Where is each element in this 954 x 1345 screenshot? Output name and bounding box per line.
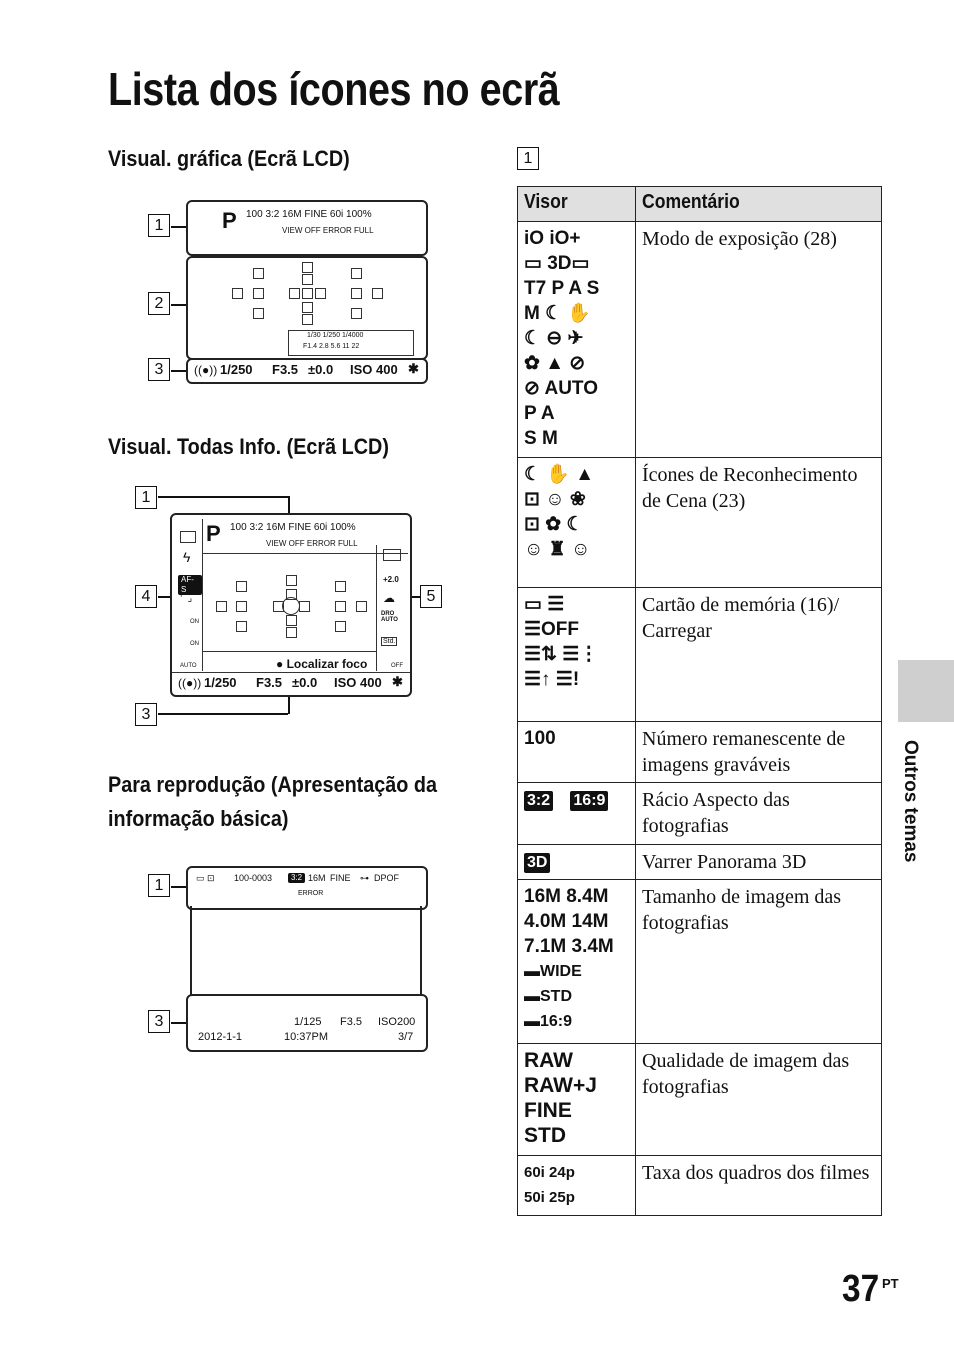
date: 2012-1-1 — [198, 1031, 243, 1043]
lcd2-screen — [170, 513, 412, 697]
error-label: ERROR — [298, 890, 324, 897]
aspect-badge: 3:2 — [288, 873, 305, 883]
dpof-label: DPOF — [374, 873, 400, 883]
comment-cell: Qualidade de imagem das fotografias — [636, 1044, 882, 1156]
mode-indicator: P — [206, 521, 221, 546]
3d-badge: 3D — [524, 853, 550, 873]
header-visor: Visor — [518, 187, 636, 222]
exposure-compensation: ±0.0 — [308, 362, 334, 377]
aspect-16-9-badge: 16:9 — [570, 791, 608, 811]
table-key-1: 1 — [517, 147, 539, 170]
comment-cell: Rácio Aspecto das fotografias — [636, 783, 882, 845]
comment-cell: Cartão de memória (16)/ Carregar — [636, 588, 882, 722]
callout-key-3: 3 — [148, 358, 170, 381]
aperture-value: F3.5 — [340, 1016, 363, 1028]
lcd3-top-panel — [186, 866, 428, 910]
lcd2-top-row: 100 3:2 16M FINE 60i 100% — [230, 522, 356, 533]
shutter-speed: 1/125 — [294, 1016, 322, 1028]
callout-key-1: 1 — [148, 214, 170, 237]
lcd1-top-panel — [186, 200, 428, 256]
callout-key-2: 2 — [148, 292, 170, 315]
table-row — [518, 222, 882, 458]
page-number: 37 — [842, 1268, 880, 1310]
visor-cell: 100 — [518, 722, 636, 783]
aperture-value: F3.5 — [256, 675, 283, 690]
section-heading-all-info: Visual. Todas Info. (Ecrã LCD) — [108, 434, 389, 459]
iso-value: ISO 400 — [334, 675, 382, 690]
shutter-speed: 1/250 — [220, 362, 253, 377]
panorama-icon: ▬ — [524, 988, 540, 1005]
icon-reference-table — [517, 186, 882, 1216]
visor-cell: iO iO+ ▭ 3D▭ T7 P A S M ☾ ✋ ☾ ⊖ ✈ ✿ ▲ ⊘ ⊘ AUTO P A S M — [518, 222, 636, 458]
lcd1-bottom-panel — [186, 358, 428, 384]
visor-cell — [518, 845, 636, 880]
table-row — [518, 722, 882, 783]
lcd2-second-row: VIEW OFF ERROR FULL — [266, 539, 358, 548]
stabilizer-icon: ((●)) — [194, 363, 218, 377]
stabilizer-icon: ((●)) — [178, 676, 202, 690]
comment-cell: Tamanho de imagem das fotografias — [636, 880, 882, 1044]
callout-key-5: 5 — [420, 585, 442, 608]
panorama-icon: ▬ — [524, 1013, 540, 1030]
lcd1-middle-panel — [186, 256, 428, 360]
file-number: 100-0003 — [234, 873, 273, 883]
page-title: Lista dos ícones no ecrã — [108, 63, 560, 115]
table-row — [518, 458, 882, 588]
iso-value: ISO 400 — [350, 362, 398, 377]
callout-key-1c: 1 — [148, 874, 170, 897]
table-row — [518, 845, 882, 880]
callout-key-1b: 1 — [135, 486, 157, 509]
visor-cell: RAW RAW+J FINE STD — [518, 1044, 636, 1156]
shutter-speed: 1/250 — [204, 675, 237, 690]
lcd1-second-row: VIEW OFF ERROR FULL — [282, 226, 374, 235]
header-comentario: Comentário — [636, 187, 882, 222]
section-heading-graphic-display: Visual. gráfica (Ecrã LCD) — [108, 146, 350, 171]
memory-card-icon: ▭ ⊡ — [196, 873, 215, 883]
side-tab-marker — [898, 660, 954, 722]
comment-cell: Ícones de Reconhecimento de Cena (23) — [636, 458, 882, 588]
visor-cell: 60i 24p 50i 25p — [518, 1156, 636, 1216]
panorama-icon: ▬ — [524, 963, 540, 980]
comment-cell: Varrer Panorama 3D — [636, 845, 882, 880]
visor-cell — [518, 783, 636, 845]
visor-cell: 16M 8.4M 4.0M 14M 7.1M 3.4M ▬WIDE ▬STD ▬16:9 — [518, 880, 636, 1044]
comment-cell: Número remanescente de imagens graváveis — [636, 722, 882, 783]
mode-indicator: P — [222, 208, 237, 233]
white-balance-icon: ✱ — [408, 361, 419, 376]
protect-icon: ⊶ — [360, 873, 369, 883]
section-heading-playback: Para reprodução (Apresentação da informação básica) — [108, 772, 438, 831]
callout-key-3c: 3 — [148, 1010, 170, 1033]
exposure-scale: 1/30 1/250 1/4000 F1.4 2.8 5.6 11 22 — [288, 330, 414, 356]
callout-key-4: 4 — [135, 585, 157, 608]
callout-key-3b: 3 — [135, 703, 157, 726]
aperture-value: F3.5 — [272, 362, 299, 377]
time: 10:37PM — [284, 1031, 329, 1043]
visor-cell: ▭ ☰ ☰OFF ☰⇅ ☰⋮ ☰↑ ☰! — [518, 588, 636, 722]
exposure-compensation: ±0.0 — [292, 675, 318, 690]
table-row — [518, 880, 882, 1044]
image-size: 16M — [308, 873, 326, 883]
table-row — [518, 783, 882, 845]
focus-locate-label: ● Localizar foco — [276, 657, 368, 671]
iso-value: ISO200 — [378, 1016, 416, 1028]
white-balance-icon: ✱ — [392, 674, 403, 689]
table-row — [518, 1044, 882, 1156]
image-count: 3/7 — [398, 1031, 414, 1043]
table-row — [518, 588, 882, 722]
visor-cell: ☾ ✋ ▲ ⊡ ☺ ❀ ⊡ ✿ ☾ ☺ ♜ ☺ — [518, 458, 636, 588]
comment-cell: Taxa dos quadros dos filmes — [636, 1156, 882, 1216]
side-tab-label: Outros temas — [900, 740, 921, 863]
lcd3-bottom-panel — [186, 994, 428, 1052]
right-column: +2.0 ☁ DRO AUTO Std. OFF — [376, 545, 409, 671]
left-column: ϟ AF-S ⌜ ⌟ ON ON AUTO — [174, 519, 203, 671]
lcd1-top-row: 100 3:2 16M FINE 60i 100% — [246, 209, 372, 220]
aspect-3-2-badge: 3:2 — [524, 791, 553, 811]
page-language-suffix: PT — [882, 1276, 899, 1291]
table-row — [518, 1156, 882, 1216]
image-quality: FINE — [330, 873, 351, 883]
comment-cell: Modo de exposição (28) — [636, 222, 882, 458]
